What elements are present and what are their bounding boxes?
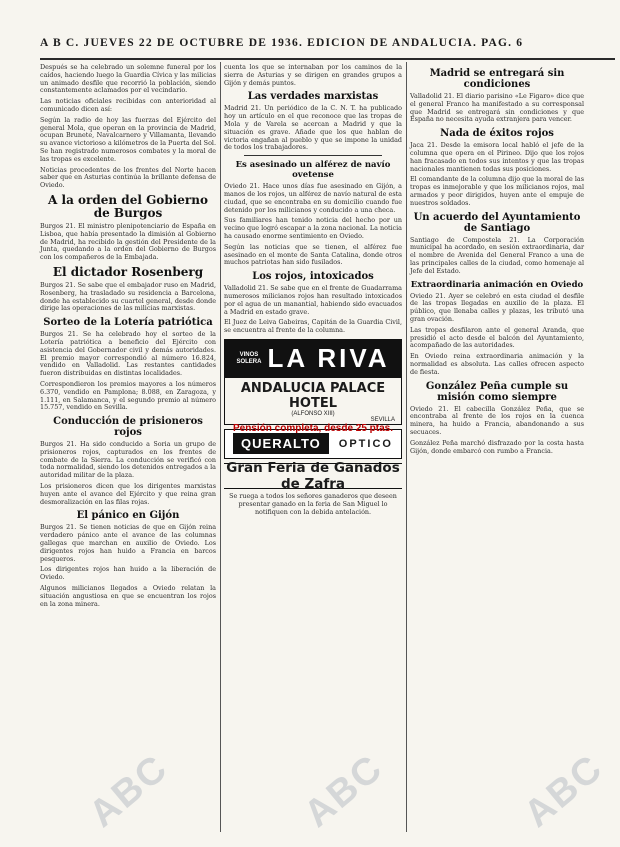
hotel-subtitle: (ALFONSO XIII) bbox=[291, 410, 335, 417]
headline: El pánico en Gijón bbox=[76, 510, 180, 522]
article-text: Valladolid 21. Se sabe que en el frente de Guadarrama numerosos milicianos rojos han resultado intoxicados por el agua de un manantial, habiendo sido evacuados a Madrid en estado grave. bbox=[224, 284, 402, 316]
headline: El dictador Rosenberg bbox=[52, 264, 204, 279]
article-text: Burgos 21. Se ha celebrado hoy el sorteo de la Lotería patriótica a beneficio del Ejército con asistencia del Gobernador civil y demás autoridades. El premio mayor correspondió al número 16.824, vendido en Valladolid. Las restantes cantidades fueron distribuidas en distintas localidades. bbox=[40, 330, 216, 378]
article-text: Jaca 21. Desde la emisora local habló el jefe de la columna que opera en el Pirineo. Dijo que los rojos han fracasado en todos sus intentos y que las tropas nacionales mantienen todas sus posiciones. bbox=[410, 141, 584, 173]
article-text: Correspondieron los premios mayores a los números 6.370, vendido en Pamplona; 8.088, en Zaragoza, y 1.111, en Salamanca, y el segundo premio al número 15.757, vendido en Sevilla. bbox=[40, 379, 216, 412]
la-riva-banner bbox=[225, 340, 401, 378]
hotel-price: Pensión completa, desde 25 ptas. bbox=[232, 422, 394, 434]
article-text: Burgos 21. Ha sido conducido a Soria un grupo de prisioneros rojos, capturados en los frentes de combate de la Sierra. La conducción se verificó con toda normalidad, siendo los detenidos entregados a la autoridad militar de la plaza. bbox=[40, 440, 216, 480]
column-divider bbox=[220, 62, 221, 832]
article-text: Burgos 21. Se sabe que el embajador ruso en Madrid, Rosenberg, ha trasladado su residencia a Barcelona, donde ha establecido su cuartel general, desde donde dirige las operaciones de las milicias marxistas. bbox=[40, 280, 216, 313]
article-text: En Oviedo reina extraordinaria animación y la normalidad es absoluta. Las calles ofrecen aspecto de fiesta. bbox=[410, 352, 584, 376]
hotel-city: SEVILLA bbox=[370, 416, 395, 423]
article-text: Los prisioneros dicen que los dirigentes marxistas huyen ante el avance del Ejército y que reina gran desmoralización en las filas rojas. bbox=[40, 482, 216, 506]
article-text: Valladolid 21. El diario parisino «Le Figaro» dice que el general Franco ha manifestado a su corresponsal que Madrid se entregará sin condiciones y que España no necesita ayuda extranjera para vencer. bbox=[410, 92, 584, 124]
headline: Sorteo de la Lotería patriótica bbox=[43, 317, 213, 329]
queralto-logo: QUERALTO bbox=[233, 433, 329, 454]
article-text: Noticias procedentes de los frentes del Norte hacen saber que en Asturias continúa la brillante defensa de Oviedo. bbox=[40, 165, 216, 190]
article-text: El comandante de la columna dijo que la moral de las tropas es inmejorable y que los milicianos rojos, mal armados y peor dirigidos, huyen ante el empuje de nuestros soldados. bbox=[410, 175, 584, 207]
article-text: Sus familiares han tenido noticia del hecho por un vecino que logró escapar a la zona nacional. La noticia ha causado enorme sentimiento en Oviedo. bbox=[224, 216, 402, 240]
column-right bbox=[410, 64, 584, 834]
fair-advertisement: Gran Feria de Ganados de Zafra bbox=[224, 463, 402, 489]
article-text: Según la radio de hoy las fuerzas del Ejército del general Mola, que operan en la provincia de Madrid, ocupan Brunete, Navalcarnero y Villamanta, llevando su avance victorioso a kilómetros de la Puerta del Sol. Se han registrado numerosos combates y la moral de las tropas es excelente. bbox=[40, 115, 216, 163]
headline: Un acuerdo del Ayuntamiento de Santiago bbox=[413, 211, 581, 234]
optico-label: OPTICO bbox=[338, 437, 393, 450]
column-left bbox=[40, 64, 216, 834]
article-text: Oviedo 21. Hace unos días fue asesinado en Gijón, a manos de los rojos, un alférez de navío natural de esta ciudad, que se encontraba en su domicilio cuando fue detenido por los milicianos y conducido a una checa. bbox=[224, 182, 402, 214]
article-text: Oviedo 21. Ayer se celebró en esta ciudad el desfile de las tropas llegadas en auxilio de la plaza. El público, que llenaba calles y plazas, les tributó una gran ovación. bbox=[410, 291, 584, 323]
headline: Nada de éxitos rojos bbox=[440, 128, 554, 140]
column-middle bbox=[224, 64, 402, 834]
article-text: González Peña marchó disfrazado por la costa hasta Gijón, donde embarcó con rumbo a Francia. bbox=[410, 438, 584, 455]
article-text: Algunos milicianos llegados a Oviedo relatan la situación angustiosa en que se encuentran los rojos en la zona minera. bbox=[40, 584, 216, 608]
headline: González Peña cumple su misión como siempre bbox=[425, 380, 569, 403]
article-text: Oviedo 21. El cabecilla González Peña, que se encontraba al frente de los rojos en la cuenca minera, ha huido a Francia, abandonando a sus secuaces. bbox=[410, 404, 584, 436]
watermark: ABC bbox=[516, 746, 612, 836]
article-text: Después se ha celebrado un solemne funeral por los caídos, haciendo luego la Guardia Cívica y las milicias un animado desfile que recorrió la población, siendo constantemente aclamados por el vecindario. bbox=[40, 63, 216, 95]
headline: Extraordinaria animación en Oviedo bbox=[410, 279, 584, 290]
article-text: cuenta los que se internaban por los caminos de la sierra de Asturias y se dirigen en grandes grupos a Gijón y demás puntos. bbox=[224, 63, 402, 87]
page-header: A B C. JUEVES 22 DE OCTUBRE DE 1936. EDICION DE ANDALUCIA. PAG. 6 bbox=[40, 37, 524, 49]
headline: A la orden del Gobierno de Burgos bbox=[48, 192, 208, 220]
article-text: Madrid 21. Un periódico de la C. N. T. ha publicado hoy un artículo en el que reconoce que las tropas de Mola y de Varela se acercan a Madrid y que la situación es grave. Añade que los que hablan de victoria engañan al pueblo y que se impone la unidad de todos los trabajadores. bbox=[224, 104, 402, 152]
article-text: Las noticias oficiales recibidas con anterioridad al comunicado dicen así: bbox=[40, 97, 216, 113]
headline: Conducción de prisioneros rojos bbox=[53, 416, 203, 439]
top-rule bbox=[40, 58, 615, 60]
divider bbox=[244, 155, 382, 156]
headline: Las verdades marxistas bbox=[247, 91, 379, 103]
hotel-advertisement bbox=[224, 339, 402, 434]
la-riva-logo: LA RIVA bbox=[267, 343, 390, 374]
headline: Los rojos, intoxicados bbox=[252, 271, 374, 283]
vinos-label: VINOS SOLERA bbox=[236, 351, 262, 365]
watermark: ABC bbox=[296, 746, 392, 836]
article-text: Las tropas desfilaron ante el general Aranda, que presidió el acto desde el balcón del Ayuntamiento, acompañado de las autoridades. bbox=[410, 325, 584, 350]
article-text: Santiago de Compostela 21. La Corporación municipal ha acordado, en sesión extraordinaria, dar el nombre de Avenida del General Franco a una de las principales calles de la ciudad, como homenaje al Jefe del Estado. bbox=[410, 235, 584, 275]
hotel-name: ANDALUCIA PALACE HOTEL bbox=[240, 380, 386, 411]
watermark: ABC bbox=[81, 746, 177, 836]
article-text: El Juez de Leiva Gabeiras, Capitán de la Guardia Civil, se encuentra al frente de la columna. bbox=[224, 318, 402, 335]
headline: Es asesinado un alférez de navío ovetense bbox=[235, 160, 391, 181]
article-text: Burgos 21. Se tienen noticias de que en Gijón reina verdadero pánico ante el avance de las columnas gallegas que marchan en auxilio de Oviedo. Los dirigentes rojos han huido a Francia en barcos pesqueros. bbox=[40, 523, 216, 563]
article-text: Burgos 21. El ministro plenipotenciario de España en Lisboa, que había presentado la dimisión al Gobierno de Madrid, ha recibido la gestión del Presidente de la Junta, quedando a la orden del Gobierno de Burgos con los compañeros de la Embajada. bbox=[40, 221, 216, 262]
article-text: Los dirigentes rojos han huido a la liberación de Oviedo. bbox=[40, 565, 216, 582]
headline: Madrid se entregará sin condiciones bbox=[429, 68, 565, 90]
article-text: Según las noticias que se tienen, el alférez fue asesinado en el monte de Santa Catalina, donde otros muchos patriotas han sido fusilados. bbox=[224, 242, 402, 267]
column-divider bbox=[406, 62, 407, 832]
article-text: Se ruega a todos los señores ganaderos que deseen presentar ganado en la feria de San Miguel lo notifiquen con la debida antelación. bbox=[229, 491, 397, 516]
